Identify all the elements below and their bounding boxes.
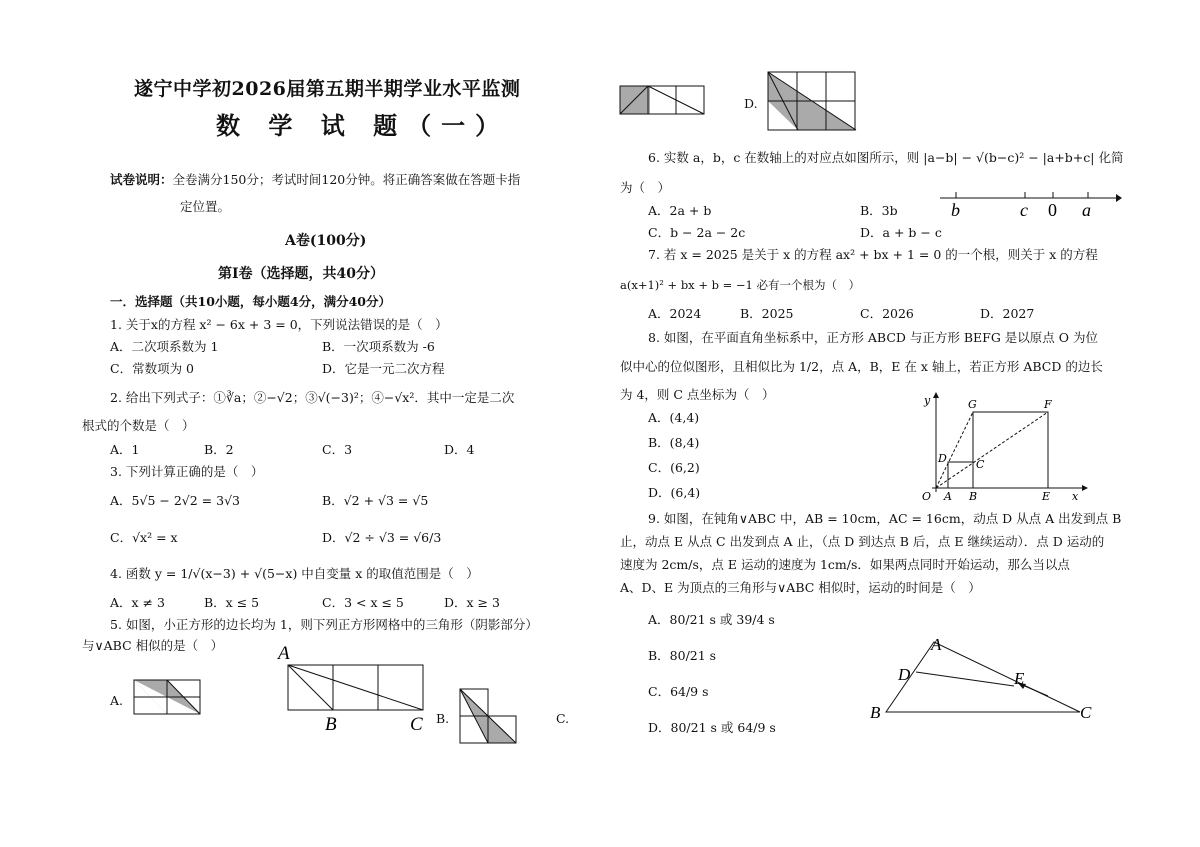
q2-option-d: D．4 (444, 442, 475, 457)
q5-option-a: A. (110, 693, 124, 708)
exam-note-line2: 定位置。 (180, 199, 231, 214)
exam-note-text: 全卷满分150分；考试时间120分钟。将正确答案做在答题卡指 (172, 172, 521, 187)
q3-option-d: D．√2 ÷ √3 = √6/3 (322, 530, 442, 545)
q8-stem-line2: 似中心的位似图形，且相似比为 1/2，点 A，B，E 在 x 轴上，若正方形 ABCD 的边长 (620, 359, 1103, 374)
q8-label-x: x (1072, 490, 1079, 503)
q5-main-figure (270, 640, 440, 740)
q6-stem: 6. 实数 a，b，c 在数轴上的对应点如图所示，则 |a−b| − √(b−c)² − |a+b+c| 化简 (648, 150, 1124, 165)
q5-label-c: C (410, 714, 423, 735)
q7-option-a: A．2024 (648, 306, 702, 321)
q8-label-g: G (968, 398, 977, 411)
q9-option-c: C．64/9 s (648, 684, 709, 699)
q2-option-c: C．3 (322, 442, 353, 457)
q5-label-a: A (278, 643, 290, 664)
q7-option-d: D．2027 (980, 306, 1035, 321)
q4-option-b: B．x ≤ 5 (204, 595, 260, 610)
q8-option-b: B．(8,4) (648, 435, 700, 450)
q2-stem: 2. 给出下列式子：①∛a；②−√2；③√(−3)²；④−√x²．其中一定是二次 (110, 390, 515, 405)
q1-option-a: A．二次项系数为 1 (110, 339, 219, 354)
q2-option-a: A．1 (110, 442, 140, 457)
q6-axis-label-b: b (951, 200, 960, 220)
q9-label-c: C (1080, 703, 1092, 722)
q5-option-a-figure (134, 680, 204, 716)
q4-option-a: A．x ≠ 3 (110, 595, 165, 610)
q8-stem-line3: 为 4，则 C 点坐标为（ ） (620, 387, 775, 402)
q3-option-b: B．√2 + √3 = √5 (322, 493, 429, 508)
q8-coordinate-figure (918, 392, 1090, 502)
q1-option-d: D．它是一元二次方程 (322, 361, 445, 376)
q7-stem-line2: a(x+1)² + bx + b = −1 必有一个根为（ ） (620, 278, 861, 292)
q1-option-c: C．常数项为 0 (110, 361, 194, 376)
q8-option-d: D．(6,4) (648, 485, 701, 500)
q9-triangle-figure (868, 632, 1104, 724)
section-a-title: A卷(100分) (285, 233, 367, 249)
q8-label-b: B (969, 490, 978, 503)
q5-stem: 5. 如图，小正方形的边长均为 1，则下列正方形网格中的三角形（阴影部分） (110, 617, 538, 632)
q2-stem-line2: 根式的个数是（ ） (82, 418, 195, 433)
q7-stem: 7. 若 x = 2025 是关于 x 的方程 ax² + bx + 1 = 0 的一个根，则关于 x 的方程 (648, 247, 1098, 262)
q6-option-c: C．b − 2a − 2c (648, 225, 746, 240)
q9-label-e: E (1014, 669, 1025, 688)
q6-axis-label-a: a (1082, 200, 1091, 220)
q4-stem: 4. 函数 y = 1/√(x−3) + √(5−x) 中自变量 x 的取值范围是（ ） (110, 566, 479, 581)
q5-option-c-figure (620, 86, 706, 116)
q6-axis-label-c: c (1020, 200, 1028, 220)
q8-label-d: D (938, 452, 947, 465)
q8-label-f: F (1044, 398, 1052, 411)
q3-stem: 3. 下列计算正确的是（ ） (110, 464, 264, 479)
q9-label-a: A (931, 635, 942, 654)
q6-option-b: B．3b (860, 203, 898, 218)
q9-option-a: A．80/21 s 或 39/4 s (648, 612, 775, 627)
q5-option-d: D. (744, 96, 758, 111)
part-1-title: 第Ⅰ卷（选择题，共40分） (218, 266, 385, 282)
q5-stem-line2: 与∨ABC 相似的是（ ） (82, 638, 224, 653)
q9-stem-line4: A、D、E 为顶点的三角形与∨ABC 相似时，运动的时间是（ ） (620, 580, 981, 595)
q8-label-e: E (1042, 490, 1051, 503)
q8-label-c: C (976, 458, 985, 471)
q8-label-y: y (924, 394, 931, 407)
q8-option-a: A．(4,4) (648, 410, 700, 425)
exam-note-label: 试卷说明： (110, 172, 173, 187)
q5-option-b-figure (460, 689, 518, 745)
q9-label-d: D (898, 665, 911, 684)
q9-stem: 9. 如图，在钝角∨ABC 中，AB = 10cm，AC = 16cm，动点 D 从点 A 出发到点 B (648, 511, 1122, 526)
q5-label-b: B (325, 714, 337, 735)
q4-option-d: D．x ≥ 3 (444, 595, 500, 610)
q4-option-c: C．3 < x ≤ 5 (322, 595, 404, 610)
subject-title: 数 学 试 题（一） (216, 111, 510, 140)
q8-label-a: A (944, 490, 952, 503)
q7-option-c: C．2026 (860, 306, 914, 321)
q9-stem-line3: 速度为 2cm/s，点 E 运动的速度为 1cm/s．如果两点同时开始运动，那么当以点 (620, 557, 1070, 572)
q6-stem-line2: 为（ ） (620, 180, 671, 195)
part-1-subtitle: 一．选择题（共10小题，每小题4分，满分40分） (110, 294, 391, 309)
q2-option-b: B．2 (204, 442, 234, 457)
q7-option-b: B．2025 (740, 306, 794, 321)
exam-note (110, 172, 520, 188)
q8-label-o: O (922, 490, 932, 503)
q6-option-a: A．2a + b (648, 203, 712, 218)
q6-axis-label-zero: 0 (1048, 200, 1057, 220)
q9-option-d: D．80/21 s 或 64/9 s (648, 720, 776, 735)
q5-option-c: C. (556, 711, 570, 726)
q9-label-b: B (870, 703, 881, 722)
q5-option-b: B. (436, 711, 450, 726)
q3-option-c: C．√x² = x (110, 530, 178, 545)
q8-stem: 8. 如图，在平面直角坐标系中，正方形 ABCD 与正方形 BEFG 是以原点 O 为位 (648, 330, 1098, 345)
q1-stem: 1. 关于x的方程 x² − 6x + 3 = 0，下列说法错误的是（ ） (110, 317, 448, 332)
q8-option-c: C．(6,2) (648, 460, 700, 475)
q6-number-line (940, 184, 1122, 220)
q6-option-d: D．a + b − c (860, 225, 942, 240)
q9-stem-line2: 止，动点 E 从点 C 出发到点 A 止，（点 D 到达点 B 后，点 E 继续运动）．点 D 运动的 (620, 534, 1105, 549)
school-title: 遂宁中学初2026届第五期半期学业水平监测 (134, 78, 521, 100)
q5-option-d-figure (768, 72, 860, 132)
q1-option-b: B．一次项系数为 -6 (322, 339, 435, 354)
q3-option-a: A．5√5 − 2√2 = 3√3 (110, 493, 240, 508)
q9-option-b: B．80/21 s (648, 648, 717, 663)
